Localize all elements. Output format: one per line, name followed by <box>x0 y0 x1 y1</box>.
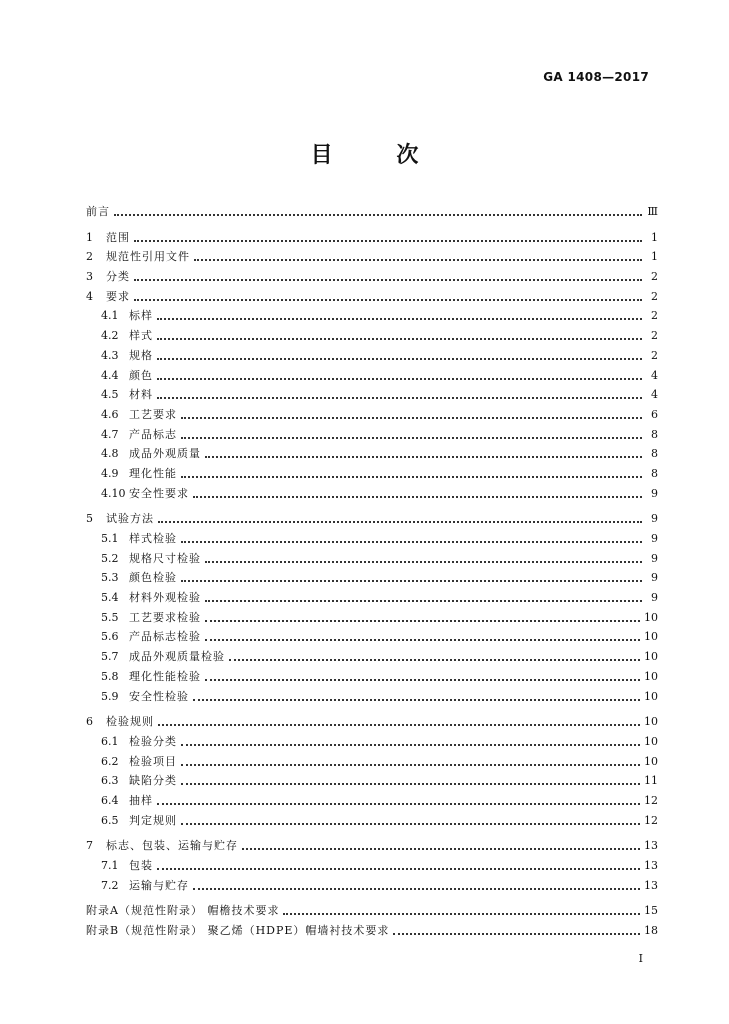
toc-entry-title: 产品标志检验 <box>129 630 201 644</box>
toc-entry <box>86 752 658 772</box>
toc-entry-title: 规格 <box>129 348 153 362</box>
toc-leader-dots <box>157 792 640 805</box>
toc-entry-page: 10 <box>644 689 658 703</box>
toc-leader-dots <box>157 367 642 380</box>
toc-entry-page: 4 <box>651 388 658 402</box>
toc-leader-dots <box>181 733 640 746</box>
toc-entry-title: 成品外观质量检验 <box>129 650 225 664</box>
table-of-contents <box>86 202 658 941</box>
toc-entry-title: 标样 <box>129 309 153 323</box>
toc-entry <box>86 836 658 856</box>
toc-entry-number: 5.2 <box>101 551 119 565</box>
toc-leader-dots <box>157 386 642 399</box>
toc-leader-dots <box>242 837 640 850</box>
toc-entry-page: 9 <box>651 512 658 526</box>
toc-entry <box>86 287 658 307</box>
toc-leader-dots <box>181 569 642 582</box>
toc-entry-page: 8 <box>651 447 658 461</box>
toc-entry-number: 6.4 <box>101 793 119 807</box>
toc-entry <box>86 608 658 628</box>
toc-entry <box>86 876 658 896</box>
toc-entry-title: 检验规则 <box>106 715 154 729</box>
toc-entry-title: 判定规则 <box>129 813 177 827</box>
toc-entry-number: 6 <box>86 715 93 729</box>
toc-leader-dots <box>205 550 642 563</box>
toc-entry-page: 2 <box>651 329 658 343</box>
toc-leader-dots <box>157 307 642 320</box>
toc-entry-title: 规范性引用文件 <box>106 250 190 264</box>
page-title: 目 次 <box>310 142 447 168</box>
toc-entry-page: 10 <box>644 650 658 664</box>
toc-entry <box>86 921 658 941</box>
toc-entry-number: 6.3 <box>101 774 119 788</box>
toc-entry-number: 4.10 <box>101 486 126 500</box>
toc-entry-number: 2 <box>86 250 93 264</box>
toc-entry <box>86 509 658 529</box>
toc-entry <box>86 202 658 222</box>
toc-entry-title: 包装 <box>129 859 153 872</box>
toc-entry <box>86 856 658 876</box>
toc-entry-page: 10 <box>644 630 658 644</box>
toc-entry <box>86 366 658 386</box>
toc-entry-page: 10 <box>644 734 658 748</box>
toc-entry-page: 2 <box>651 309 658 323</box>
toc-entry-number: 4.4 <box>101 368 119 382</box>
toc-entry <box>86 712 658 732</box>
toc-leader-dots <box>134 268 642 281</box>
toc-entry-page: 11 <box>644 774 658 788</box>
toc-entry <box>86 529 658 549</box>
toc-entry-title: 试验方法 <box>106 512 154 526</box>
toc-entry-number: 3 <box>86 270 93 284</box>
toc-entry-title: 缺陷分类 <box>129 774 177 788</box>
toc-leader-dots <box>181 812 640 825</box>
toc-leader-dots <box>134 229 642 242</box>
toc-entry-title: 范围 <box>106 230 130 244</box>
toc-entry <box>86 588 658 608</box>
toc-entry <box>86 568 658 588</box>
toc-entry-page: 9 <box>651 571 658 585</box>
toc-entry-page: 13 <box>644 878 658 892</box>
toc-entry-page: 10 <box>644 754 658 768</box>
toc-entry <box>86 627 658 647</box>
toc-entry-page: 12 <box>644 813 658 827</box>
toc-leader-dots <box>157 327 642 340</box>
toc-leader-dots <box>158 510 642 523</box>
toc-entry-title: 工艺要求检验 <box>129 610 201 624</box>
toc-entry-number: 6.5 <box>101 813 119 827</box>
toc-entry-number: 7 <box>86 839 93 853</box>
toc-entry-title: 前言 <box>86 205 110 218</box>
toc-entry <box>86 326 658 346</box>
toc-entry-page: 10 <box>644 610 658 624</box>
toc-entry-title: 分类 <box>106 270 130 284</box>
toc-leader-dots <box>205 628 640 641</box>
toc-entry-page: 9 <box>651 551 658 565</box>
toc-entry-title: 理化性能 <box>129 466 177 480</box>
toc-entry-number: 4.3 <box>101 348 119 362</box>
toc-leader-dots <box>205 668 640 681</box>
toc-entry-page: 2 <box>651 289 658 303</box>
toc-entry-number: 5.6 <box>101 630 119 644</box>
toc-entry-number: 4.6 <box>101 407 119 421</box>
page-number: I <box>638 952 643 965</box>
toc-leader-dots <box>134 288 642 301</box>
toc-entry-number: 5.5 <box>101 610 119 624</box>
toc-entry-page: 2 <box>651 348 658 362</box>
toc-leader-dots <box>193 877 640 890</box>
toc-entry-number: 4 <box>86 289 93 303</box>
toc-entry-page: 4 <box>651 368 658 382</box>
toc-entry <box>86 687 658 707</box>
toc-entry <box>86 549 658 569</box>
toc-leader-dots <box>158 713 640 726</box>
toc-entry <box>86 228 658 248</box>
toc-leader-dots <box>181 426 642 439</box>
toc-entry <box>86 306 658 326</box>
toc-entry-title: 成品外观质量 <box>129 447 201 461</box>
toc-leader-dots <box>181 772 640 785</box>
toc-leader-dots <box>205 445 642 458</box>
toc-entry-title: 标志、包装、运输与贮存 <box>106 839 238 853</box>
toc-entry <box>86 464 658 484</box>
toc-entry <box>86 732 658 752</box>
toc-entry <box>86 901 658 921</box>
toc-entry-number: 7.2 <box>101 878 119 892</box>
toc-entry <box>86 667 658 687</box>
toc-entry-title: 颜色检验 <box>129 571 177 585</box>
toc-entry-title: 颜色 <box>129 368 153 382</box>
toc-entry-page: 18 <box>644 924 658 938</box>
toc-entry <box>86 791 658 811</box>
toc-leader-dots <box>193 485 642 498</box>
toc-entry-number: 6.1 <box>101 734 119 748</box>
toc-entry-title: 材料外观检验 <box>129 591 201 605</box>
toc-entry-title: 检验项目 <box>129 754 177 768</box>
toc-leader-dots <box>114 203 642 216</box>
toc-entry-page: 1 <box>651 230 658 244</box>
toc-entry <box>86 811 658 831</box>
toc-entry <box>86 267 658 287</box>
toc-leader-dots <box>283 902 640 915</box>
toc-leader-dots <box>193 688 640 701</box>
toc-entry-title: 抽样 <box>129 793 153 807</box>
toc-entry-title: 检验分类 <box>129 734 177 748</box>
toc-entry-title: 安全性要求 <box>129 486 189 500</box>
toc-entry-title: 产品标志 <box>129 427 177 441</box>
toc-entry <box>86 385 658 405</box>
toc-entry-page: 8 <box>651 427 658 441</box>
toc-entry <box>86 346 658 366</box>
toc-leader-dots <box>205 609 640 622</box>
toc-leader-dots <box>181 753 640 766</box>
toc-leader-dots <box>157 347 642 360</box>
toc-leader-dots <box>393 922 640 935</box>
toc-entry-title: 要求 <box>106 289 130 303</box>
toc-entry-title: 样式 <box>129 329 153 343</box>
toc-leader-dots <box>181 530 642 543</box>
toc-entry <box>86 405 658 425</box>
toc-entry-number: 5.4 <box>101 591 119 605</box>
toc-entry-number: 4.2 <box>101 329 119 343</box>
toc-entry-number: 5.1 <box>101 532 119 545</box>
toc-entry-title: 工艺要求 <box>129 407 177 421</box>
toc-leader-dots <box>181 465 642 478</box>
toc-entry-number: 5 <box>86 512 93 526</box>
toc-entry-number: 4.7 <box>101 427 119 441</box>
toc-leader-dots <box>157 857 640 870</box>
toc-entry-title: 规格尺寸检验 <box>129 551 201 565</box>
toc-entry-number: 7.1 <box>101 859 119 872</box>
standard-number: GA 1408—2017 <box>543 70 649 84</box>
toc-entry-page: 13 <box>644 859 658 872</box>
toc-entry-title: 样式检验 <box>129 532 177 545</box>
toc-entry <box>86 647 658 667</box>
toc-entry <box>86 484 658 504</box>
toc-leader-dots <box>181 406 642 419</box>
toc-entry-page: 9 <box>651 486 658 500</box>
toc-entry-page: 15 <box>644 904 658 918</box>
toc-entry-page: 9 <box>651 532 658 545</box>
toc-entry-page: 10 <box>644 669 658 683</box>
toc-entry-page: Ⅲ <box>647 205 658 218</box>
toc-leader-dots <box>205 589 642 602</box>
toc-entry-page: 1 <box>651 250 658 264</box>
toc-entry-number: 4.5 <box>101 388 119 402</box>
toc-entry-title: 运输与贮存 <box>129 878 189 892</box>
toc-entry-number: 5.9 <box>101 689 119 703</box>
toc-leader-dots <box>229 648 640 661</box>
toc-entry-page: 9 <box>651 591 658 605</box>
toc-entry-number: 5.7 <box>101 650 119 664</box>
toc-entry-number: 6.2 <box>101 754 119 768</box>
toc-entry-number: 4.9 <box>101 466 119 480</box>
toc-entry <box>86 771 658 791</box>
toc-entry-page: 10 <box>644 715 658 729</box>
toc-entry-title: 附录B（规范性附录） 聚乙烯（HDPE）帽墙衬技术要求 <box>86 924 390 938</box>
toc-entry-number: 1 <box>86 230 93 244</box>
toc-entry-page: 8 <box>651 466 658 480</box>
toc-entry-title: 材料 <box>129 388 153 402</box>
toc-entry <box>86 425 658 445</box>
toc-entry-number: 5.8 <box>101 669 119 683</box>
toc-leader-dots <box>194 248 642 261</box>
toc-entry <box>86 247 658 267</box>
toc-entry-page: 12 <box>644 793 658 807</box>
toc-entry-number: 5.3 <box>101 571 119 585</box>
toc-entry-number: 4.1 <box>101 309 119 323</box>
toc-entry-page: 13 <box>644 839 658 853</box>
toc-entry-page: 2 <box>651 270 658 284</box>
toc-entry-title: 理化性能检验 <box>129 669 201 683</box>
toc-entry-title: 附录A（规范性附录） 帽檐技术要求 <box>86 904 280 918</box>
toc-entry-number: 4.8 <box>101 447 119 461</box>
toc-entry-title: 安全性检验 <box>129 689 189 703</box>
toc-entry-page: 6 <box>651 407 658 421</box>
toc-entry <box>86 444 658 464</box>
